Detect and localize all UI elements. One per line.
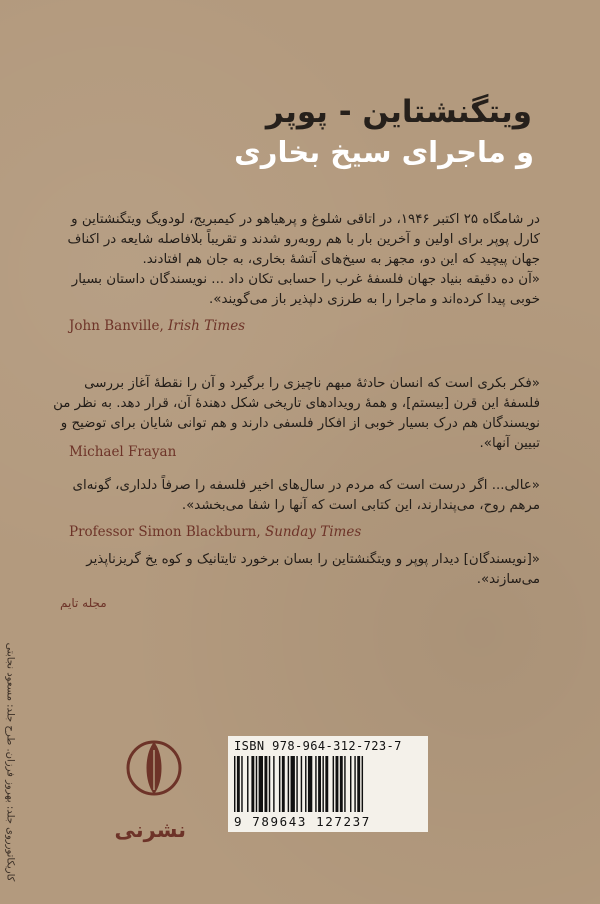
barcode-bar [296,756,297,812]
barcode-bar [315,756,316,812]
barcode-bar [288,756,289,812]
barcode [234,756,422,812]
barcode-bar [318,756,321,812]
barcode-panel [228,736,428,832]
barcode-bar [251,756,254,812]
quote-paragraph-2: «فکر بکری است که انسان حادثهٔ مبهم ناچیزی را برگیرد و آن را نقطهٔ آغاز بررسی فلسفهٔ این قرن [بیستم]، و همهٔ رویدادهای تاریخی شکل دهندهٔ آن، قرار دهد. به نظر من نویسندگان هم درک بسیار خوبی از افکار فلسفی دارند و هم توانی شایان برای توضیح و تبیین آنها». [53,376,540,451]
attribution-4: مجله تایم [60,596,107,610]
attribution-1-name: John Banville, [69,318,169,334]
barcode-bar [305,756,306,812]
barcode-bar [301,756,302,812]
attribution-3 [69,524,361,540]
barcode-bar [259,756,263,812]
barcode-bar [269,756,270,812]
barcode-bar [282,756,285,812]
barcode-bar [350,756,351,812]
book-subtitle: و ماجرای سیخ بخاری [234,135,534,169]
attribution-3-name: Professor Simon Blackburn, [69,524,265,540]
attribution-2: Michael Frayan [69,444,177,460]
barcode-bar [241,756,242,812]
barcode-bar [344,756,345,812]
barcode-bar [234,756,235,812]
barcode-bar [354,756,355,812]
barcode-bar [237,756,240,812]
barcode-bar [322,756,323,812]
barcode-bar [273,756,274,812]
barcode-bar [308,756,312,812]
attribution-3-source: Sunday Times [264,524,362,540]
barcode-bar [333,756,334,812]
barcode-bar [325,756,328,812]
barcode-bar [291,756,295,812]
isbn-digits: 9 789643 127237 [234,814,371,829]
cover-credit-text: کاریکاتورروی جلد: بهروز فرزان. طرح جلد: مسعود نجابتی [4,642,16,882]
barcode-bar [362,756,363,812]
cover-credit [0,0,18,904]
barcode-bar [336,756,339,812]
book-title: ویتگنشتاین - پوپر [265,94,532,130]
publisher-name: نشرنی [114,818,186,842]
intro-paragraph: در شامگاه ۲۵ اکتبر ۱۹۴۶، در اتاقی شلوغ و پرهیاهو در کیمبریج، لودویگ ویتگنشتاین و کارل پوپر برای اولین و آخرین بار با هم روبه‌رو شدند و تقریباً بلافاصله شایعه در اکناف جهان پیچید که این دو، مجهز به سیخ‌های آتشهٔ بخاری، به جان هم افتادند. [67,212,540,267]
barcode-bar [357,756,360,812]
barcode-bar [256,756,257,812]
barcode-bar [247,756,248,812]
quote-paragraph-3: «عالی... اگر درست است که مردم در سال‌های اخیر فلسفه را صرفاً دلداری، گونه‌ای مرهم روح، می‌پندارند، این کتابی است که آنها را شفا می‌بخشد». [72,478,540,513]
isbn-label: ISBN 978-964-312-723-7 [234,739,402,753]
quote-paragraph-1: «آن ده دقیقه بنیاد جهان فلسفهٔ غرب را حسابی تکان داد ... نویسندگان داستان بسیار خوبی پیدا کرده‌اند و ماجرا را به طرزی دلپذیر باز می‌گویند». [71,272,540,307]
barcode-bar [279,756,280,812]
quote-paragraph-4: «[نویسندگان] دیدار پوپر و ویتگنشتاین را بسان برخورد تایتانیک و کوه یخ گریزناپذیر می‌سازند». [86,552,540,587]
attribution-1-source: Irish Times [168,318,246,334]
attribution-1 [69,318,245,334]
barcode-bar [264,756,267,812]
barcode-bar [340,756,343,812]
